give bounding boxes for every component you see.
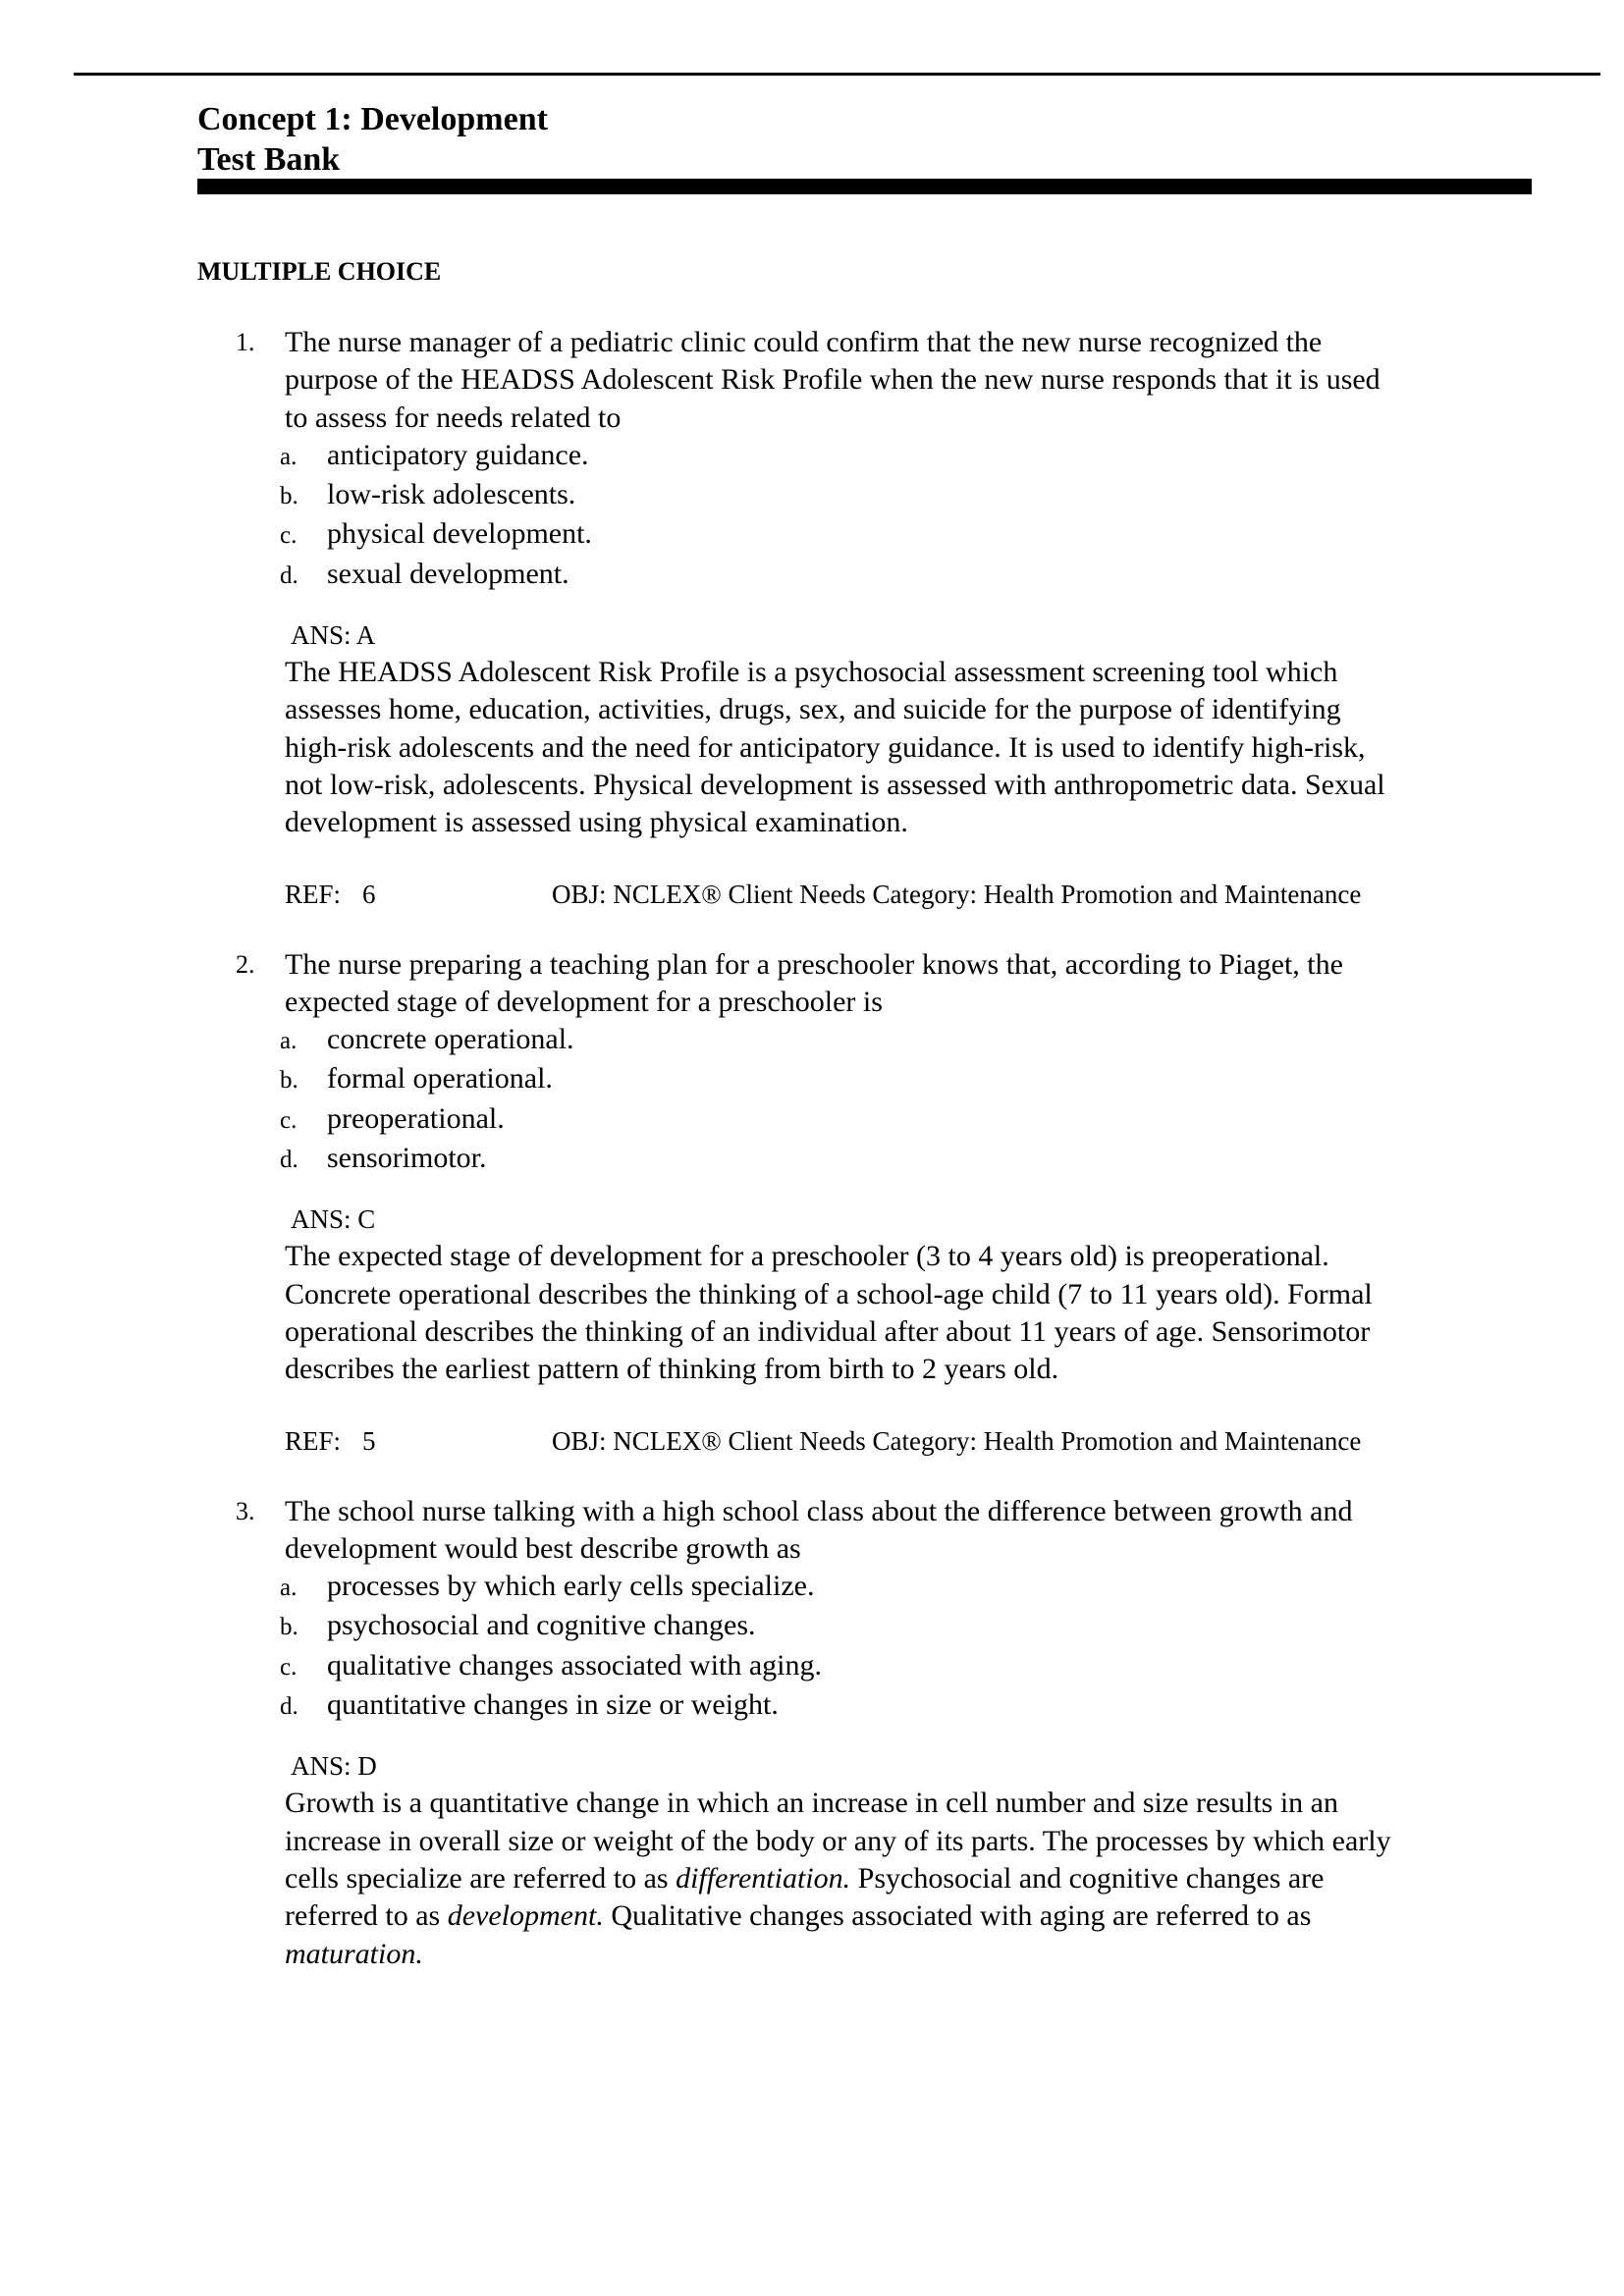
answer-option: [280, 437, 1624, 476]
rationale-line: [285, 729, 1624, 767]
reference-line: [285, 1422, 1624, 1460]
option-letter: d.: [280, 1693, 298, 1721]
question-stem-line: development would best describe growth as: [285, 1531, 801, 1565]
rationale-line: [285, 1785, 1624, 1822]
answer-option: [280, 1647, 1624, 1686]
answer-key: ANS: A: [291, 620, 376, 651]
question-number: 1.: [236, 328, 255, 356]
rationale-line: [285, 1351, 1624, 1388]
option-letter: c.: [280, 1106, 298, 1134]
rationale-text: cells specialize are referred to as: [285, 1861, 677, 1895]
rationale-line: [285, 691, 1624, 728]
option-letter: d.: [280, 1147, 298, 1174]
option-text: formal operational.: [327, 1062, 553, 1095]
top-rule: [74, 73, 1600, 76]
rationale-text: The HEADSS Adolescent Risk Profile is a psychosocial assessment screening tool which: [285, 656, 1338, 689]
rationale-text: not low-risk, adolescents. Physical development is assessed with anthropometric data. Sexual: [285, 768, 1385, 801]
answer-option: [280, 1607, 1624, 1646]
answer-option: [280, 1060, 1624, 1099]
rationale-text: Concrete operational describes the thinking of a school-age child (7 to 11 years old). Formal: [285, 1277, 1373, 1310]
section-heading: MULTIPLE CHOICE: [197, 257, 442, 286]
ref-value: 6: [362, 879, 376, 909]
question-3: [0, 1493, 1624, 1973]
title-line-1: Concept 1: Development: [197, 101, 548, 137]
answer-option: [280, 476, 1624, 515]
option-letter: c.: [280, 522, 298, 550]
question-number: 2.: [236, 949, 255, 979]
option-letter: b.: [280, 483, 298, 510]
rationale-text: describes the earliest pattern of thinking from birth to 2 years old.: [285, 1353, 1059, 1386]
answer-option: [280, 1686, 1624, 1726]
option-letter: b.: [280, 1614, 298, 1641]
rationale-text: Psychosocial and cognitive changes are: [850, 1861, 1325, 1895]
ref-label: REF:: [285, 879, 342, 909]
rationale-line: [285, 804, 1624, 841]
rationale-line: [285, 767, 1624, 804]
rationale-line: [285, 654, 1624, 691]
title-bar: [197, 179, 1532, 194]
objective: OBJ: NCLEX® Client Needs Category: Health Promotion and Maintenance: [552, 1425, 1362, 1456]
rationale-text: assesses home, education, activities, drugs, sex, and suicide for the purpose of identifying: [285, 693, 1341, 726]
objective: OBJ: NCLEX® Client Needs Category: Health Promotion and Maintenance: [552, 879, 1362, 909]
rationale-line: [285, 1238, 1624, 1275]
rationale-text: operational describes the thinking of an individual after about 11 years of age. Sensorimotor: [285, 1314, 1371, 1348]
option-text: preoperational.: [327, 1101, 505, 1135]
question-stem-line: The school nurse talking with a high school class about the difference between growth and: [285, 1494, 1353, 1527]
rationale-text: increase in overall size or weight of the body or any of its parts. The processes by which early: [285, 1824, 1391, 1857]
option-letter: d.: [280, 561, 298, 589]
option-text: anticipatory guidance.: [327, 438, 589, 471]
ref-label: REF:: [285, 1425, 342, 1456]
rationale-line: [285, 1276, 1624, 1313]
page-title: [197, 99, 548, 180]
rationale-text: development.: [447, 1899, 604, 1933]
question-1: [0, 324, 1624, 913]
answer-option: [280, 1568, 1624, 1607]
rationale-text: The expected stage of development for a preschooler (3 to 4 years old) is preoperational.: [285, 1240, 1329, 1273]
option-letter: b.: [280, 1067, 298, 1095]
answer-option: [280, 1021, 1624, 1060]
option-text: quantitative changes in size or weight.: [327, 1688, 779, 1722]
answer-option: [280, 515, 1624, 555]
option-text: processes by which early cells specialize.: [327, 1570, 815, 1603]
rationale-text: Growth is a quantitative change in which an increase in cell number and size results in an: [285, 1787, 1338, 1820]
option-letter: a.: [280, 1575, 298, 1602]
rationale-line: [285, 1823, 1624, 1860]
option-text: sexual development.: [327, 557, 569, 590]
rationale-line: [285, 1860, 1624, 1897]
option-text: concrete operational.: [327, 1023, 574, 1056]
question-stem-line: to assess for needs related to: [285, 400, 622, 434]
option-letter: c.: [280, 1653, 298, 1681]
rationale-text: referred to as: [285, 1899, 448, 1933]
rationale-line: [285, 1897, 1624, 1935]
question-stem-line: expected stage of development for a preschooler is: [285, 985, 883, 1018]
rationale-line: [285, 1313, 1624, 1351]
rationale-text: development is assessed using physical examination.: [285, 806, 908, 839]
option-text: qualitative changes associated with aging.: [327, 1648, 823, 1682]
question-2: [0, 946, 1624, 1460]
reference-line: [285, 876, 1624, 913]
rationale-line: [285, 1936, 1624, 1973]
rationale-text: differentiation.: [676, 1861, 851, 1895]
question-stem-line: The nurse manager of a pediatric clinic could confirm that the new nurse recognized the: [285, 326, 1323, 358]
rationale-text: maturation.: [285, 1937, 423, 1970]
question-stem-line: The nurse preparing a teaching plan for a preschooler knows that, according to Piaget, the: [285, 947, 1343, 981]
option-text: physical development.: [327, 517, 592, 551]
ref-value: 5: [362, 1425, 376, 1456]
answer-option: [280, 556, 1624, 595]
option-text: sensorimotor.: [327, 1142, 487, 1175]
option-text: low-risk adolescents.: [327, 478, 576, 511]
rationale-text: Qualitative changes associated with aging are referred to as: [603, 1899, 1312, 1933]
option-letter: a.: [280, 443, 298, 470]
answer-key: ANS: C: [291, 1204, 376, 1235]
option-letter: a.: [280, 1028, 298, 1055]
rationale-text: high-risk adolescents and the need for anticipatory guidance. It is used to identify high-risk,: [285, 730, 1366, 764]
option-text: psychosocial and cognitive changes.: [327, 1609, 756, 1642]
title-line-2: Test Bank: [197, 141, 341, 178]
question-number: 3.: [236, 1496, 255, 1525]
question-list: [0, 324, 1624, 1973]
question-stem-line: purpose of the HEADSS Adolescent Risk Profile when the new nurse responds that it is used: [285, 363, 1380, 397]
answer-option: [280, 1100, 1624, 1140]
answer-option: [280, 1140, 1624, 1179]
answer-key: ANS: D: [291, 1751, 377, 1782]
